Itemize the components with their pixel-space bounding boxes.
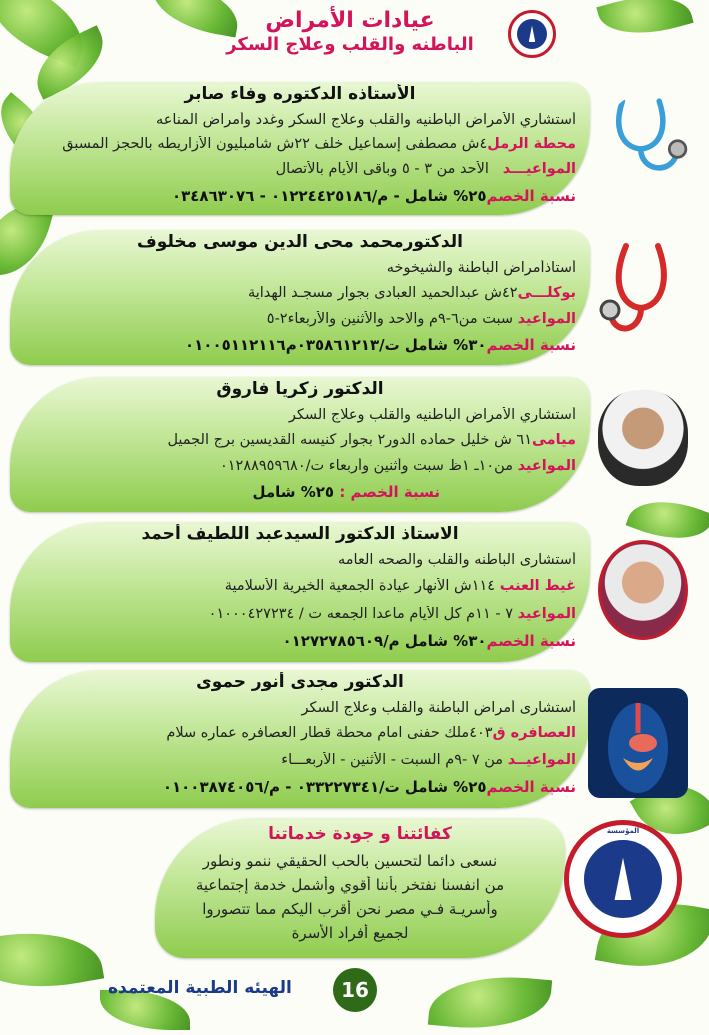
page-header bbox=[120, 8, 580, 56]
doctor-name: الأستاذه الدكتوره وفاء صابر bbox=[184, 84, 416, 104]
quality-line: نسعى دائما لتحسين بالحب الحقيقي ننمو ونطور bbox=[202, 852, 498, 870]
stethoscope-icon bbox=[596, 236, 696, 346]
doctor-name: الدكتور زكريا فاروق bbox=[216, 379, 384, 399]
doctor-address: غيط العنب ١١٤ش الأنهار عيادة الجمعية الخيرية الأسلامية bbox=[224, 578, 576, 594]
doctor-name: الدكتور مجدى أنور حموى bbox=[196, 672, 404, 692]
doctor-specialty: أستشارى أمراض الباطنة والقلب وعلاج السكر bbox=[301, 700, 576, 716]
doctor-schedule: المواعيـــد الأحد من ٣ - ٥ وباقى الأيام بالأتصال bbox=[275, 161, 576, 177]
doctor-specialty: أستاذأمراض الباطنة والشيخوخه bbox=[386, 260, 576, 276]
doctor-card-5 bbox=[10, 670, 590, 808]
quality-title: كفائتنا و جودة خدماتنا bbox=[268, 824, 452, 844]
stethoscope-icon bbox=[604, 92, 696, 184]
doctor-card-4 bbox=[10, 522, 590, 662]
doctor-discount: نسبة الخصم٣٠% شامل ت/٠٣٥٨٦١٢١٣م٠١٠٠٥١١٢١١٦ bbox=[185, 336, 576, 354]
quality-line: من انفسنا نفتخر بأننا أقوي وأشمل خدمة إجتماعية bbox=[195, 876, 505, 894]
doctor-name: الدكتورمحمد محى الدين موسى مخلوف bbox=[137, 232, 463, 252]
doctor-address: العصافره ق٤٠٣ملك حفنى امام محطة قطار العصافره عماره سلام bbox=[166, 725, 576, 741]
doctor-address: محطة الرمل٤ش مصطفى إسماعيل خلف ٢٢ش شامبليون الأزاريطه بالحجز المسبق bbox=[62, 136, 576, 152]
anatomy-icon bbox=[588, 688, 688, 798]
doctor-specialty: أستشارى الباطنه والقلب والصحه العامه bbox=[337, 552, 576, 568]
organization-logo: المؤسسة bbox=[564, 820, 682, 938]
leaf-decoration bbox=[596, 0, 693, 46]
doctor-schedule: المواعيد من١٠ـ ١ظ سبت وأثنين وأربعاء ت/٠١٢٨٨٩٥٩٦٨٠ bbox=[219, 458, 576, 474]
footer-text: الهيئه الطبية المعتمده bbox=[108, 978, 292, 998]
page-title: عيادات الأمراض bbox=[265, 8, 435, 33]
leaf-decoration bbox=[428, 970, 552, 1035]
doctor-discount: نسبة الخصم٢٥% شامل ت/٠٣٣٢٢٧٣٤١ - م/٠١٠٠٣٨٧٤٠٥٦ bbox=[162, 778, 576, 796]
doctor-schedule: المواعيد ٧ - ١١م كل الأيام ماعدا الجمعه ت / ٠١٠٠٠٤٢٧٢٣٤ bbox=[208, 606, 576, 622]
doctor-discount: نسبة الخصم : ٢٥% شامل bbox=[252, 483, 440, 501]
doctor-schedule: المواعيــد من ٧ -٩م السبت - الأثنين - الأربعـــاء bbox=[281, 752, 576, 768]
doctor-card-3 bbox=[10, 377, 590, 512]
doctor-specialty: أستشاري الأمراض الباطنيه والقلب وعلاج السكر وغدد وأمراض المناعه bbox=[156, 112, 576, 128]
doctor-address: ميامى٦١ ش خليل حماده الدور٢ بجوار كنيسه القديسين برج الجميل bbox=[167, 432, 576, 448]
doctor-card-1 bbox=[10, 82, 590, 215]
doctor-discount: نسبة الخصم٢٥% شامل - م/٠١٢٢٤٤٢٥١٨٦ - ٠٣٤٨٦٣٠٧٦ bbox=[171, 187, 576, 205]
doctor-card-2 bbox=[10, 230, 590, 365]
doctor-discount: نسبة الخصم٣٠% شامل م/٠١٢٧٢٧٨٥٦٠٩ bbox=[282, 632, 576, 650]
page-number: 16 bbox=[333, 968, 377, 1012]
leaf-decoration bbox=[0, 919, 104, 1001]
page-subtitle: الباطنه والقلب وعلاج السكر bbox=[226, 34, 474, 55]
doctor-specialty: أستشاري الأمراض الباطنيه والقلب وعلاج السكر bbox=[288, 407, 576, 423]
doctor-address: بوكلـــى٤٢ش عبدالحميد العبادى بجوار مسجـد الهداية bbox=[247, 285, 576, 301]
doctor-schedule: المواعيد سبت من٦-٩م والاحد والأثنين والأربعاء٢-٥ bbox=[266, 311, 576, 327]
quality-line: وأسريـة فـي مصر نحن أقرب اليكم مما تتصوروا bbox=[202, 900, 498, 918]
doctor-photo bbox=[598, 390, 688, 486]
quality-line: لجميع أفراد الأسرة bbox=[291, 924, 409, 942]
doctor-photo bbox=[598, 540, 688, 640]
doctor-name: الاستاذ الدكتور السيدعبد اللطيف أحمد bbox=[141, 524, 459, 544]
quality-card bbox=[155, 818, 565, 958]
